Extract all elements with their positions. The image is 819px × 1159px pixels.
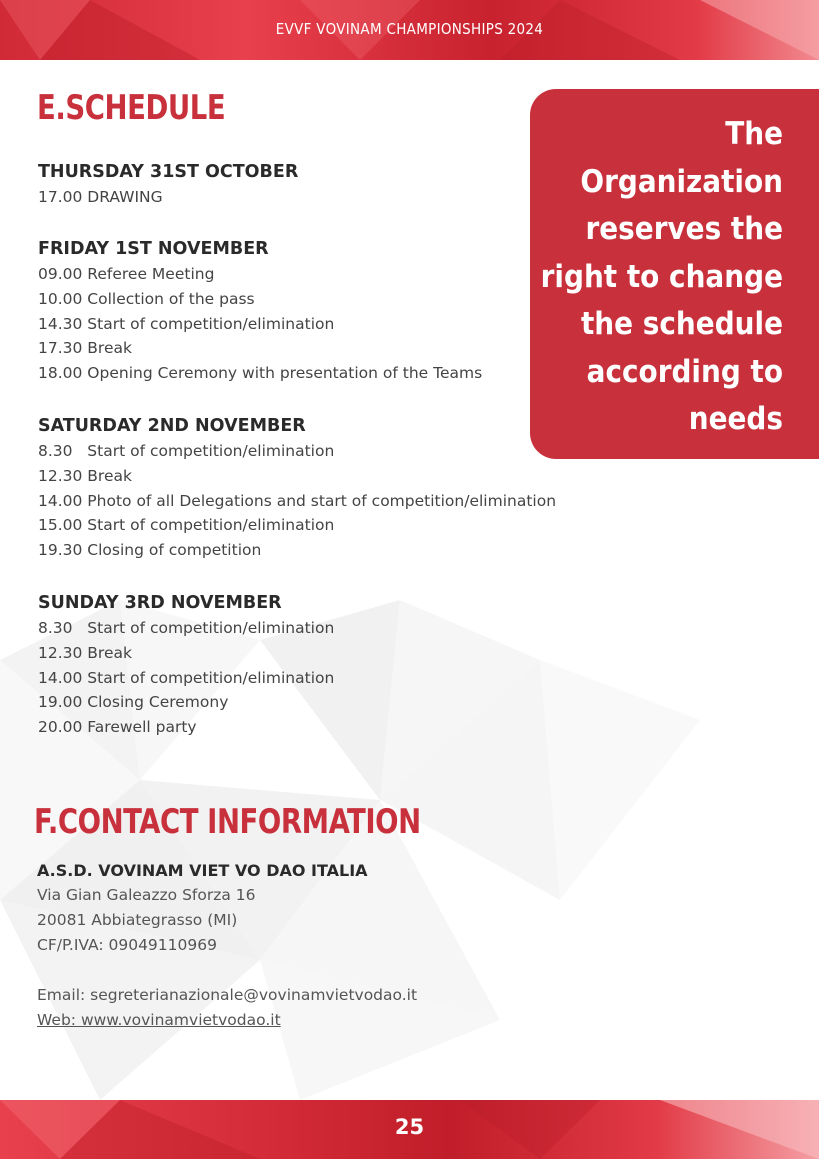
schedule-item: 19.30 Closing of competition <box>38 541 262 560</box>
schedule-item: 14.00 Start of competition/elimination <box>38 668 335 687</box>
day-heading: THURSDAY 31ST OCTOBER <box>38 162 299 182</box>
schedule-item: 15.00 Start of competition/elimination <box>38 516 335 535</box>
notice-line: Organization <box>580 163 783 200</box>
schedule-day-friday <box>38 237 482 386</box>
schedule-day-saturday <box>38 414 556 563</box>
day-heading: FRIDAY 1ST NOVEMBER <box>38 239 269 259</box>
notice-line: reserves the <box>585 211 783 247</box>
day-heading: SUNDAY 3RD NOVEMBER <box>38 593 282 613</box>
schedule-item: 14.30 Start of competition/elimination <box>38 314 335 333</box>
schedule-item: 12.30 Break <box>38 466 132 485</box>
email-link[interactable]: Email: segreterianazionale@vovinamvietvodao.it <box>37 986 418 1004</box>
notice-text <box>523 111 783 444</box>
schedule-change-notice <box>530 89 819 459</box>
notice-line: needs <box>688 401 783 437</box>
spacer <box>37 958 417 983</box>
schedule-day-thursday <box>38 160 298 210</box>
schedule-item: 17.30 Break <box>38 339 132 358</box>
header-banner <box>0 0 819 60</box>
schedule-title: E.SCHEDULE <box>37 88 226 128</box>
schedule-item: 20.00 Farewell party <box>38 718 197 737</box>
schedule-item: 18.00 Opening Ceremony with presentation of the Teams <box>38 364 483 383</box>
notice-line: The <box>725 116 783 152</box>
schedule-item: 12.30 Break <box>38 643 132 662</box>
schedule-item: 17.00 DRAWING <box>38 188 163 206</box>
page-number: 25 <box>394 1115 425 1139</box>
address-city: 20081 Abbiategrasso (MI) <box>37 911 238 929</box>
notice-line: the schedule <box>580 306 783 342</box>
footer-banner <box>0 1100 819 1159</box>
address-street: Via Gian Galeazzo Sforza 16 <box>37 886 256 904</box>
notice-line: according to <box>586 353 783 390</box>
contact-block <box>37 858 417 1033</box>
organization-name: A.S.D. VOVINAM VIET VO DAO ITALIA <box>37 861 368 880</box>
document-title: EVVF VOVINAM CHAMPIONSHIPS 2024 <box>275 20 544 38</box>
schedule-item: 8.30 Start of competition/elimination <box>38 619 335 637</box>
schedule-item: 19.00 Closing Ceremony <box>38 693 229 712</box>
schedule-item: 10.00 Collection of the pass <box>38 289 255 308</box>
notice-line: right to change <box>540 258 783 295</box>
day-heading: SATURDAY 2ND NOVEMBER <box>38 416 306 436</box>
schedule-item: 8.30 Start of competition/elimination <box>38 442 335 460</box>
schedule-day-sunday <box>38 591 334 740</box>
contact-title: F.CONTACT INFORMATION <box>34 802 421 842</box>
website-link[interactable]: Web: www.vovinamvietvodao.it <box>37 1011 281 1029</box>
schedule-item: 09.00 Referee Meeting <box>38 265 215 283</box>
vat-number: CF/P.IVA: 09049110969 <box>37 936 217 954</box>
schedule-item: 14.00 Photo of all Delegations and start of competition/elimination <box>38 491 557 510</box>
